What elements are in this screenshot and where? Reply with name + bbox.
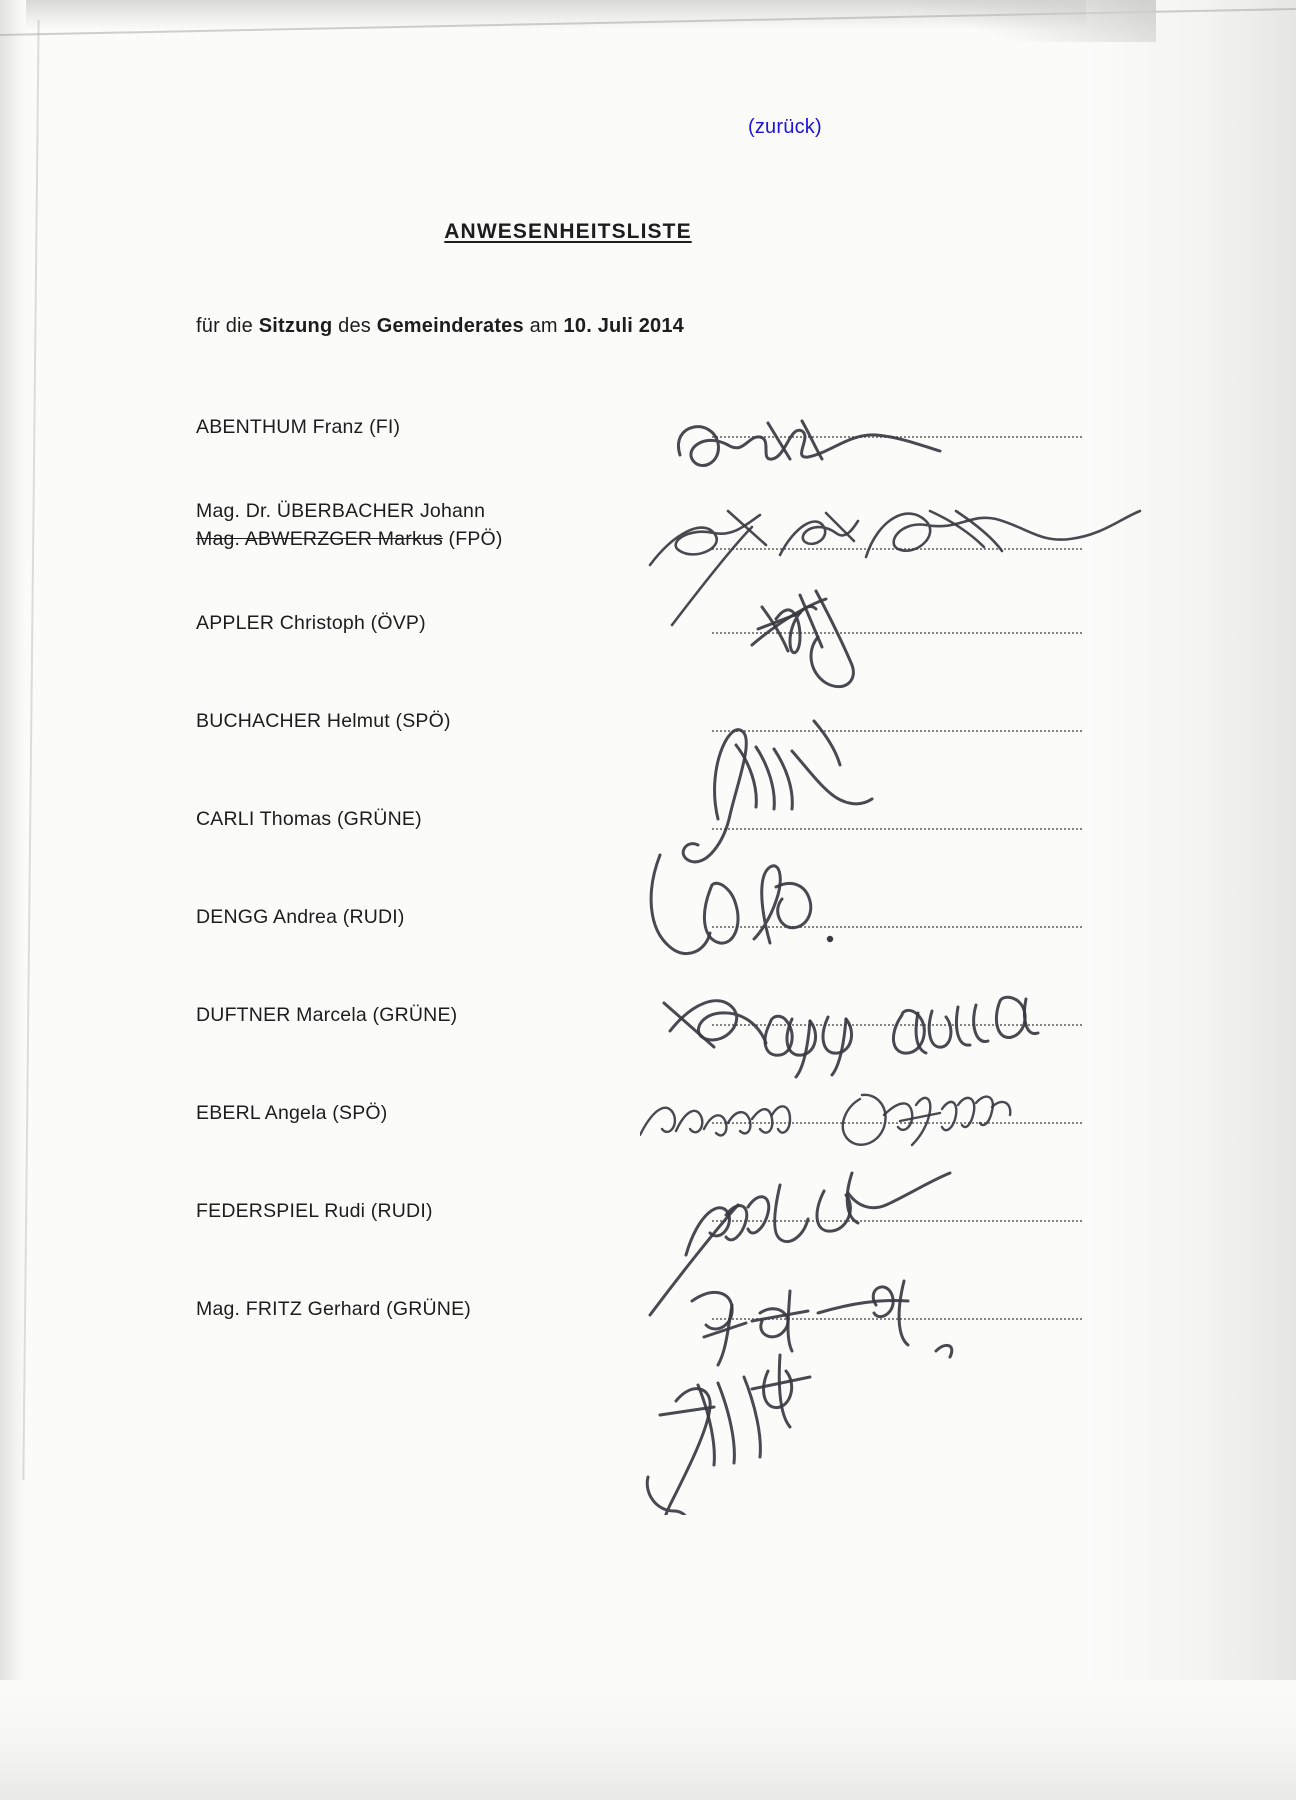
attendee-name: CARLI Thomas (GRÜNE): [196, 808, 422, 830]
attendee-name: EBERL Angela (SPÖ): [196, 1102, 388, 1124]
subtitle-sitzung: Sitzung: [258, 315, 333, 337]
attendance-row: [0, 988, 1296, 1086]
attendee-name: APPLER Christoph (ÖVP): [196, 612, 426, 634]
attendance-list: [0, 400, 1296, 1380]
attendee-name-alternate: [196, 526, 503, 552]
signature-line[interactable]: [712, 1220, 1082, 1222]
signature-line[interactable]: [712, 926, 1082, 928]
signature-line[interactable]: [712, 1024, 1082, 1026]
attendee-name: Mag. Dr. ÜBERBACHER Johann: [196, 500, 486, 522]
signature-line[interactable]: [712, 548, 1082, 550]
signature-line[interactable]: [712, 730, 1082, 732]
attendance-row: [0, 890, 1296, 988]
subtitle-gemeinderates: Gemeinderates: [376, 315, 524, 337]
attendance-row: [0, 1086, 1296, 1184]
attendance-row: [0, 1282, 1296, 1380]
attendance-row: [0, 792, 1296, 890]
attendance-row: [0, 694, 1296, 792]
signature-line[interactable]: [712, 1122, 1082, 1124]
attendee-name: DUFTNER Marcela (GRÜNE): [196, 1004, 458, 1026]
attendee-party-suffix: (FPÖ): [442, 528, 503, 550]
meeting-subtitle: [196, 315, 684, 338]
attendee-name: Mag. FRITZ Gerhard (GRÜNE): [196, 1298, 471, 1320]
attendee-name: BUCHACHER Helmut (SPÖ): [196, 710, 451, 732]
signature-line[interactable]: [712, 1318, 1082, 1320]
attendance-row: [0, 1184, 1296, 1282]
subtitle-mid: des: [332, 315, 377, 337]
attendee-name: ABENTHUM Franz (FI): [196, 416, 401, 438]
attendee-name: DENGG Andrea (RUDI): [196, 906, 405, 928]
subtitle-date: 10. Juli 2014: [563, 315, 685, 337]
attendance-row: [0, 596, 1296, 694]
signature-line[interactable]: [712, 828, 1082, 830]
back-link[interactable]: (zurück): [748, 116, 822, 138]
signature-line[interactable]: [712, 436, 1082, 438]
attendee-name: FEDERSPIEL Rudi (RUDI): [196, 1200, 433, 1222]
subtitle-prefix: für die: [196, 315, 259, 337]
attendance-row: [0, 400, 1296, 498]
signature-line[interactable]: [712, 632, 1082, 634]
subtitle-suffix: am: [523, 315, 564, 337]
attendee-name-struck: Mag. ABWERZGER Markus: [196, 528, 443, 550]
attendance-row: [0, 498, 1296, 596]
page-title: ANWESENHEITSLISTE: [444, 220, 692, 243]
